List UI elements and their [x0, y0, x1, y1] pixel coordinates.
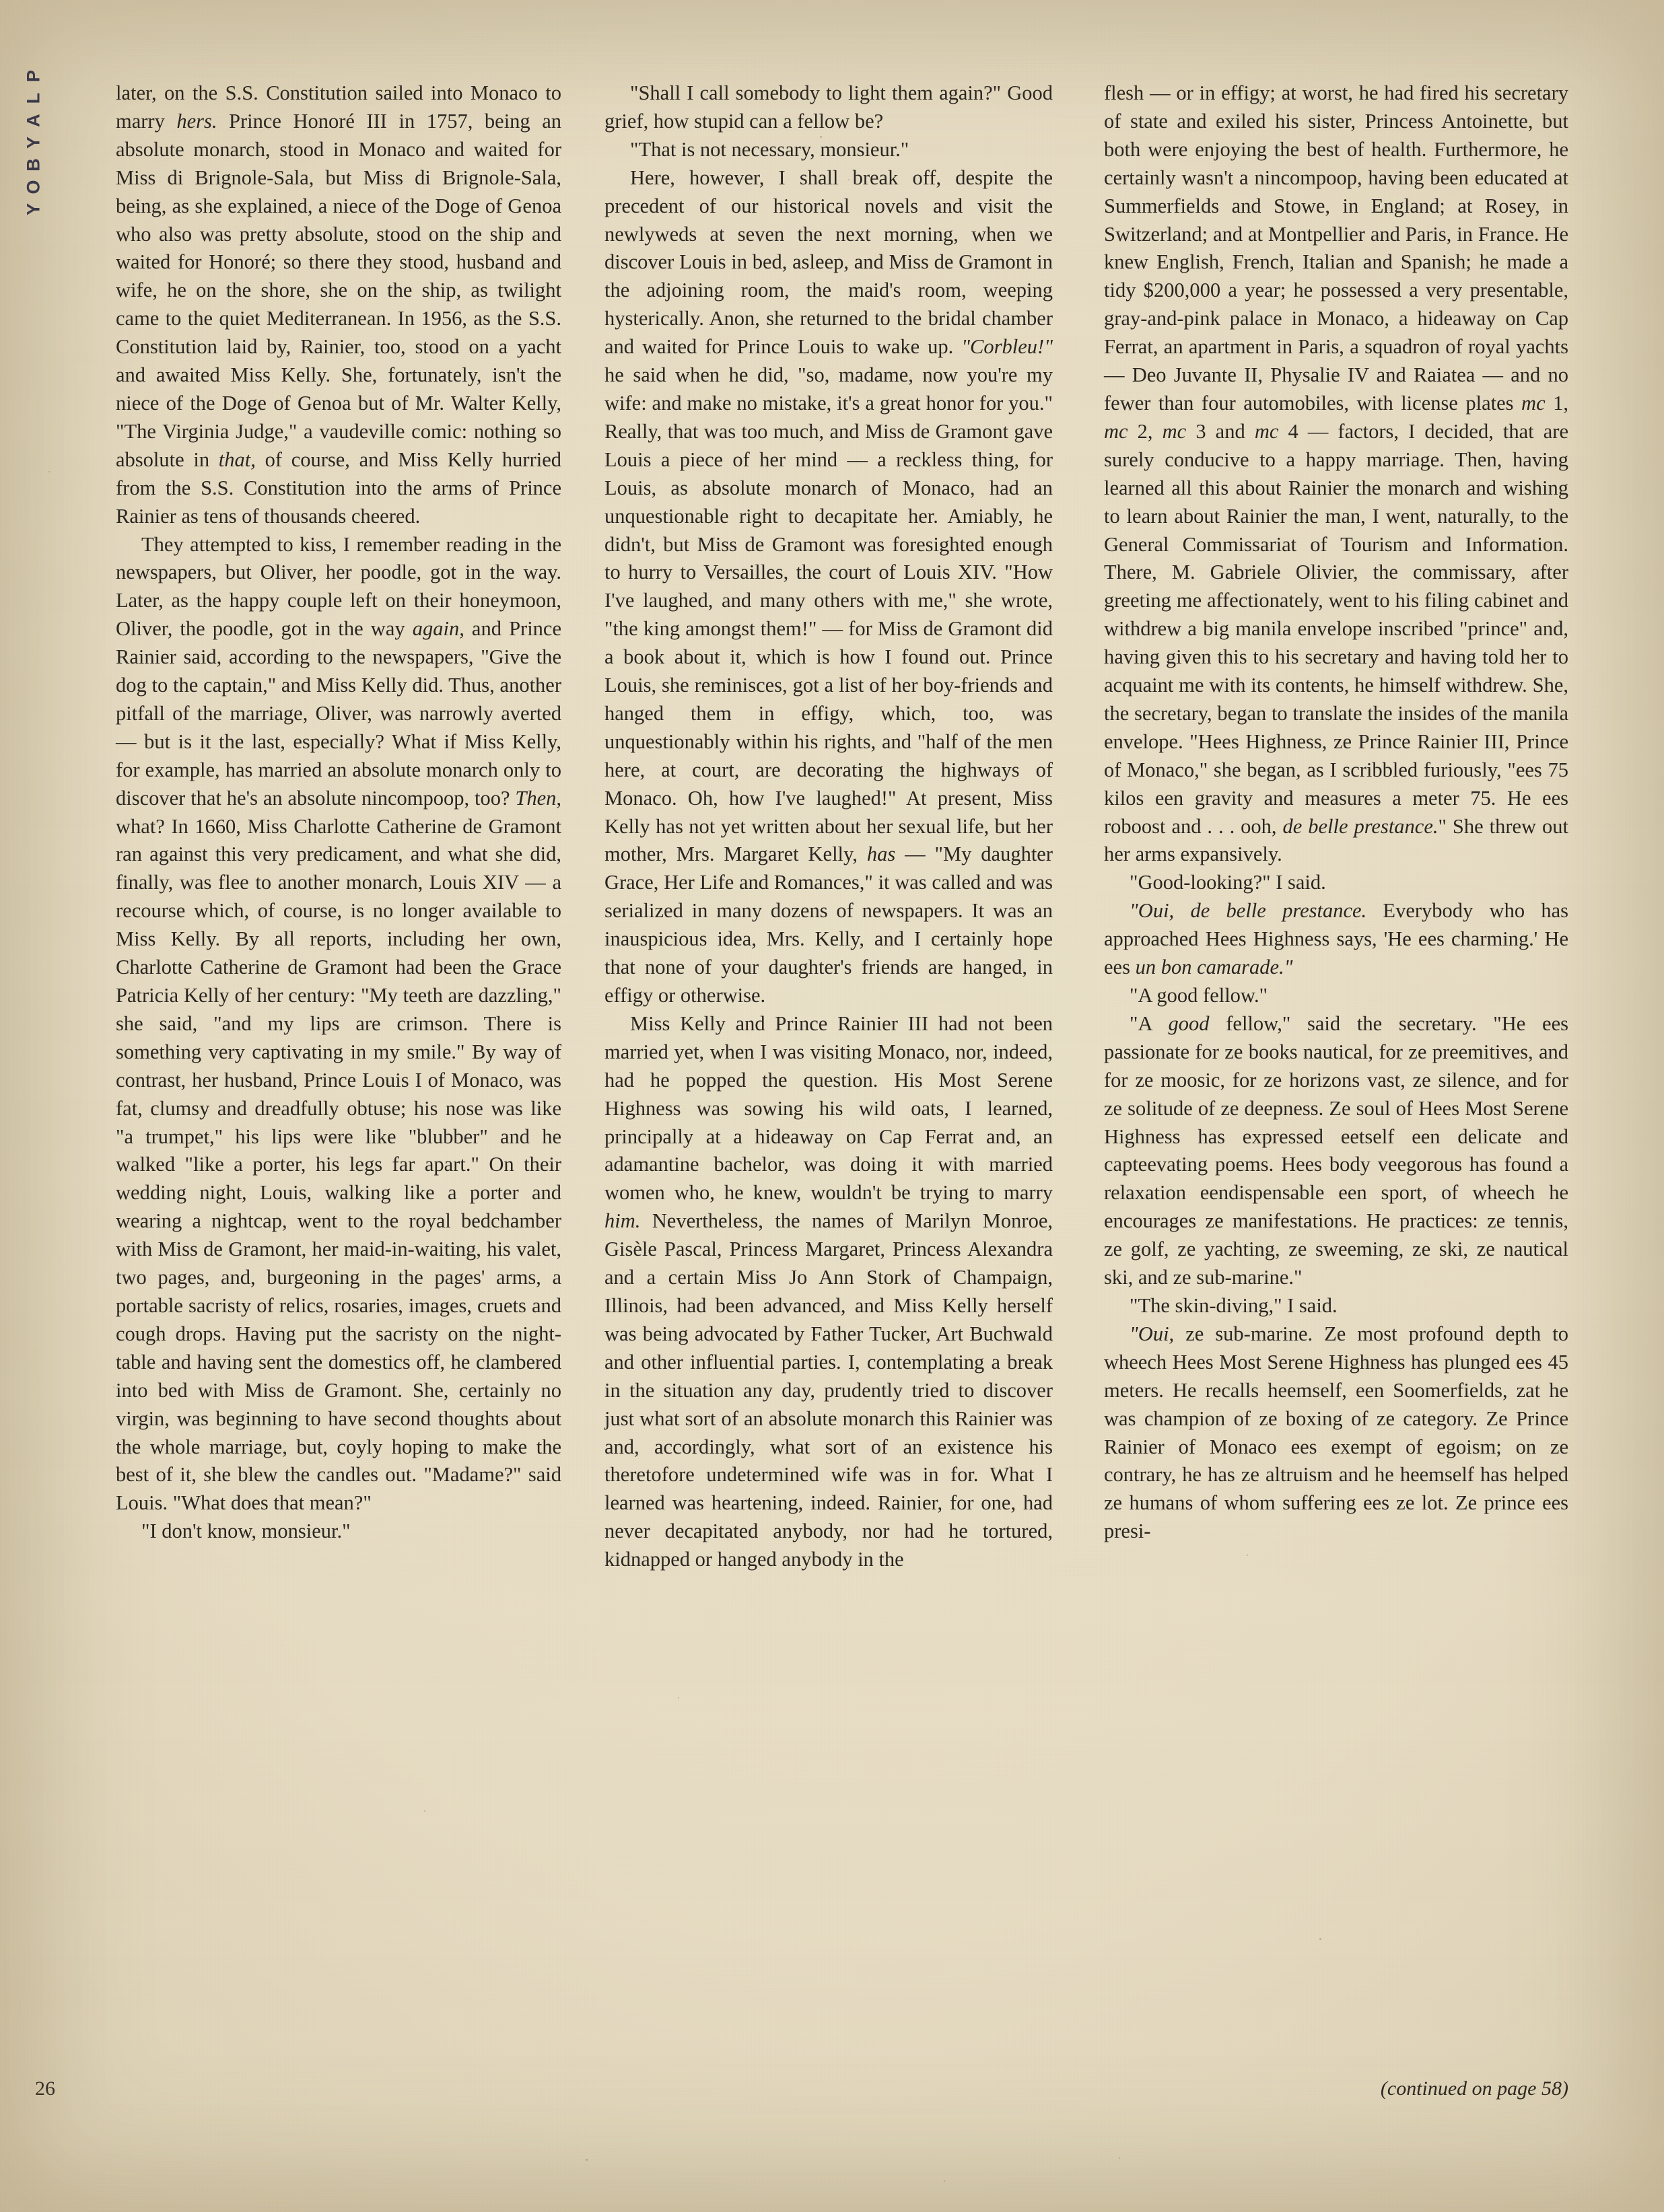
italic-text: has: [866, 843, 896, 866]
body-text: he said when he did, "so, madame, now you're my wife: and make no mistake, it's a great honor for you." Really, that was too much, and Miss de Gramont gave Louis a piece of her mind — a reckless thing, for Louis, as absolute monarch of Monaco, had an unquestionable right to decapitate her. Amiably, he didn't, but Miss de Gramont was foresighted enough to hurry to Versailles, the court of Louis XIV. "How I've laughed, and many others with me," she wrote, "the king amongst them!" — for Miss de Gramont did a book about it, which is how I found out. Prince Louis, she reminisces, got a list of her boy-friends and hanged them in effigy, which, too, was unquestionably within his rights, and "half of the men here, at court, are decorating the highways of Monaco. Oh, how I've laughed!" At present, Miss Kelly has not yet written about her sexual life, but her mother, Mrs. Margaret Kelly,: [604, 363, 1053, 866]
italic-text: de belle prestance.: [1282, 814, 1438, 838]
paragraph: [116, 1518, 561, 1546]
italic-text: mc: [1254, 419, 1279, 443]
body-text: 2,: [1128, 419, 1163, 443]
body-text: Nevertheless, the names of Marilyn Monroe, Gisèle Pascal, Princess Margaret, Princess Alexandra and a certain Miss Jo Ann Stork of Champaign, Illinois, had been advanced, and Miss Kelly herself was being advocated by Father Tucker, Art Buchwald and other influential parties. I, contemplating a break in the situation any day, prudently tried to discover just what sort of an absolute monarch this Rainier was and, accordingly, what sort of an existence his theretofore undetermined wife was in for. What I learned was heartening, indeed. Rainier, for one, had never decapitated anybody, nor had he tortured, kidnapped or hanged anybody in the: [604, 1209, 1053, 1571]
body-text: Everybody who has approached Hees Highness says, 'He ees charming.' He ees: [1104, 899, 1568, 979]
paragraph: [1104, 869, 1568, 897]
running-head-letter: Y: [23, 136, 44, 149]
paragraph: [1104, 1010, 1568, 1292]
paragraph: [604, 1010, 1053, 1574]
italic-text: again,: [412, 617, 464, 641]
body-text: ze sub-marine. Ze most profound depth to wheech Hees Most Serene Highness has plunged ees 45 meters. He recalls heemself, een Soomerfields, zat he was champion of ze boxing of ze category. Ze Prince Rainier of Monaco ees exempt of egoism; on ze contrary, he has ze altruism and he heemself has helped ze humans of whom suffering ees ze lot. Ze prince ees presi-: [1104, 1322, 1568, 1543]
italic-text: mc: [1162, 419, 1187, 443]
page-folio: 26: [35, 2077, 55, 2100]
paragraph: [1104, 79, 1568, 869]
running-head-letter: L: [23, 92, 44, 104]
body-text: of course, and Miss Kelly hurried from the S.S. Constitution into the arms of Prince Rainier as tens of thousands cheered.: [116, 448, 561, 528]
italic-text: mc: [1104, 419, 1128, 443]
running-head-letter: Y: [23, 203, 44, 216]
paragraph: [116, 79, 561, 531]
body-text: Here, however, I shall break off, despite the precedent of our historical novels and visit the newlyweds at seven the next morning, when we discover Louis in bed, asleep, and Miss de Gramont in the adjoining room, the maid's room, weeping hysterically. Anon, she returned to the bridal chamber and waited for Prince Louis to wake up.: [604, 166, 1053, 359]
italic-text: that,: [218, 448, 256, 471]
paragraph: [604, 164, 1053, 1010]
body-text: 3 and: [1186, 419, 1255, 443]
paragraph: [1104, 1320, 1568, 1546]
column-1: [116, 79, 561, 1546]
running-head-letter: A: [23, 113, 44, 127]
body-text: They attempted to kiss, I remember reading in the newspapers, but Oliver, her poodle, got in the way. Later, as the happy couple left on their honeymoon, Oliver, the poodle, got in the way: [116, 532, 561, 641]
body-text: "Shall I call somebody to light them again?" Good grief, how stupid can a fellow be?: [604, 81, 1053, 133]
italic-text: him.: [604, 1209, 641, 1233]
paragraph: [1104, 1292, 1568, 1320]
italic-text: Then,: [515, 786, 561, 810]
italic-text: "Oui,: [1130, 1322, 1175, 1345]
italic-text: un bon camarade.": [1135, 956, 1293, 979]
body-text: flesh — or in effigy; at worst, he had fired his secretary of state and exiled his sister, Princess Antoinette, but both were enjoying the best of health. Furthermore, he certainly wasn't a nincompoop, having been educated at Summerfields and Stowe, in England; at Rosey, in Switzerland; and at Montpellier and Paris, in France. He knew English, French, Italian and Spanish; he made a tidy $200,000 a year; he possessed a very presentable, gray-and-pink palace in Monaco, a hideaway on Cap Ferrat, an apartment in Paris, a squadron of royal yachts — Deo Juvante II, Physalie IV and Raiatea — and no fewer than four automobiles, with license plates: [1104, 81, 1568, 415]
body-text: "Good-looking?" I said.: [1130, 871, 1326, 894]
body-text: 1,: [1545, 391, 1569, 415]
italic-text: "Oui, de belle prestance.: [1130, 899, 1367, 923]
body-text: "I don't know, monsieur.": [141, 1520, 351, 1543]
body-text: fellow," said the secretary. "He ees passionate for ze books nautical, for ze preemitives, and for ze moosic, for ze horizons vast, ze silence, and for ze solitude of ze deepness. Ze soul of Hees Most Serene Highness has expressed eetself een delicate and capteevating poems. Hees body veegorous has found a relaxation eendispensable een sport, of wheech he encourages ze manifestations. He practices: ze tennis, ze golf, ze yachting, ze sweeming, ze ski, ze nautical ski, and ze sub-marine.": [1104, 1011, 1568, 1289]
body-text: and Prince Rainier said, according to the newspapers, "Give the dog to the captain," and Miss Kelly did. Thus, another pitfall of the marriage, Oliver, was narrowly averted — but is it the last, especially? What if Miss Kelly, for example, has married an absolute monarch only to discover that he's an absolute nincompoop, too?: [116, 617, 561, 810]
column-3: [1104, 79, 1568, 1546]
body-text: "A: [1130, 1011, 1169, 1035]
body-text: Prince Honoré III in 1757, being an absolute monarch, stood in Monaco and waited for Miss di Brignole-Sala, but Miss di Brignole-Sala, being, as she explained, a niece of the Doge of Genoa who also was pretty absolute, stood on the ship and waited for Honoré; so there they stood, husband and wife, he on the shore, she on the ship, as twilight came to the quiet Mediterranean. In 1956, as the S.S. Constitution laid by, Rainier, too, stood on a yacht and awaited Miss Kelly. She, fortunately, isn't the niece of the Doge of Genoa but of Mr. Walter Kelly, "The Virginia Judge," a vaudeville comic: nothing so absolute in: [116, 109, 561, 471]
paragraph: [604, 79, 1053, 136]
italic-text: hers.: [176, 109, 217, 133]
body-text: what? In 1660, Miss Charlotte Catherine de Gramont ran against this very predicament, and what she did, finally, was flee to another monarch, Louis XIV — a recourse which, of course, is no longer available to Miss Kelly. By all reports, including her own, Charlotte Catherine de Gramont had been the Grace Patricia Kelly of her century: "My teeth are dazzling," she said, "and my lips are crimson. There is something very captivating in my smile." By way of contrast, her husband, Prince Louis I of Monaco, was fat, clumsy and dreadfully obtuse; his nose was like "a trumpet," his lips were like "blubber" and he walked "like a porter, his legs far apart." On their wedding night, Louis, walking like a porter and wearing a nightcap, went to the royal bedchamber with Miss de Gramont, her maid-in-waiting, his valet, two pages, and, burgeoning in the pages' arms, a portable sacristy of relics, rosaries, images, cruets and cough drops. Having put the sacristy on the night-table and having sent the domestics off, he clambered into bed with Miss de Gramont. She, certainly no virgin, was beginning to have second thoughts about the whole marriage, but, coyly hoping to make the best of it, she blew the candles out. "Madame?" said Louis. "What does that mean?": [116, 814, 561, 1515]
italic-text: good: [1168, 1011, 1210, 1035]
body-text: "That is not necessary, monsieur.": [630, 137, 909, 161]
running-head-letter: B: [23, 157, 44, 172]
paragraph: [1104, 897, 1568, 982]
continued-note: (continued on page 58): [1380, 2077, 1568, 2100]
body-text: 4 — factors, I decided, that are surely conducive to a happy marriage. Then, having learned all this about Rainier the monarch and wishing to learn about Rainier the man, I went, naturally, to the General Commissariat of Tourism and Information. There, M. Gabriele Olivier, the commissary, after greeting me affectionately, went to his filing cabinet and withdrew a big manila envelope inscribed "prince" and, having given this to his secretary and having told her to acquaint me with its contents, he himself withdrew. She, the secretary, began to translate the insides of the manila envelope. "Hees Highness, ze Prince Rainier III, Prince of Monaco," she began, as I scribbled furiously, "ees 75 kilos een gravity and measures a meter 75. He ees roboost and . . . ooh,: [1104, 419, 1568, 838]
body-text: — "My daughter Grace, Her Life and Romances," it was called and was serialized in many dozens of newspapers. It was an inauspicious idea, Mrs. Kelly, and I certainly hope that none of your daughter's friends are hanged, in effigy or otherwise.: [604, 843, 1053, 1007]
paragraph: [116, 531, 561, 1518]
italic-text: mc: [1521, 391, 1546, 415]
body-text: "A good fellow.": [1130, 984, 1268, 1007]
body-text: later, on the S.S. Constitution sailed into Monaco to marry: [116, 81, 561, 133]
body-text: " She threw out her arms expansively.: [1104, 814, 1568, 866]
paragraph: [1104, 982, 1568, 1010]
running-head-letter: P: [23, 69, 44, 83]
italic-text: "Corbleu!": [961, 335, 1053, 359]
body-text: "The skin-diving," I said.: [1130, 1293, 1338, 1317]
paragraph: [604, 136, 1053, 164]
column-2: [604, 79, 1053, 1574]
running-head-letter: O: [23, 179, 44, 194]
body-text: Miss Kelly and Prince Rainier III had not been married yet, when I was visiting Monaco, nor, indeed, had he popped the question. His Most Serene Highness was sowing his wild oats, I learned, principally at a hideaway on Cap Ferrat and, an adamantine bachelor, was doing it with married women who, he knew, wouldn't be trying to marry: [604, 1011, 1053, 1205]
